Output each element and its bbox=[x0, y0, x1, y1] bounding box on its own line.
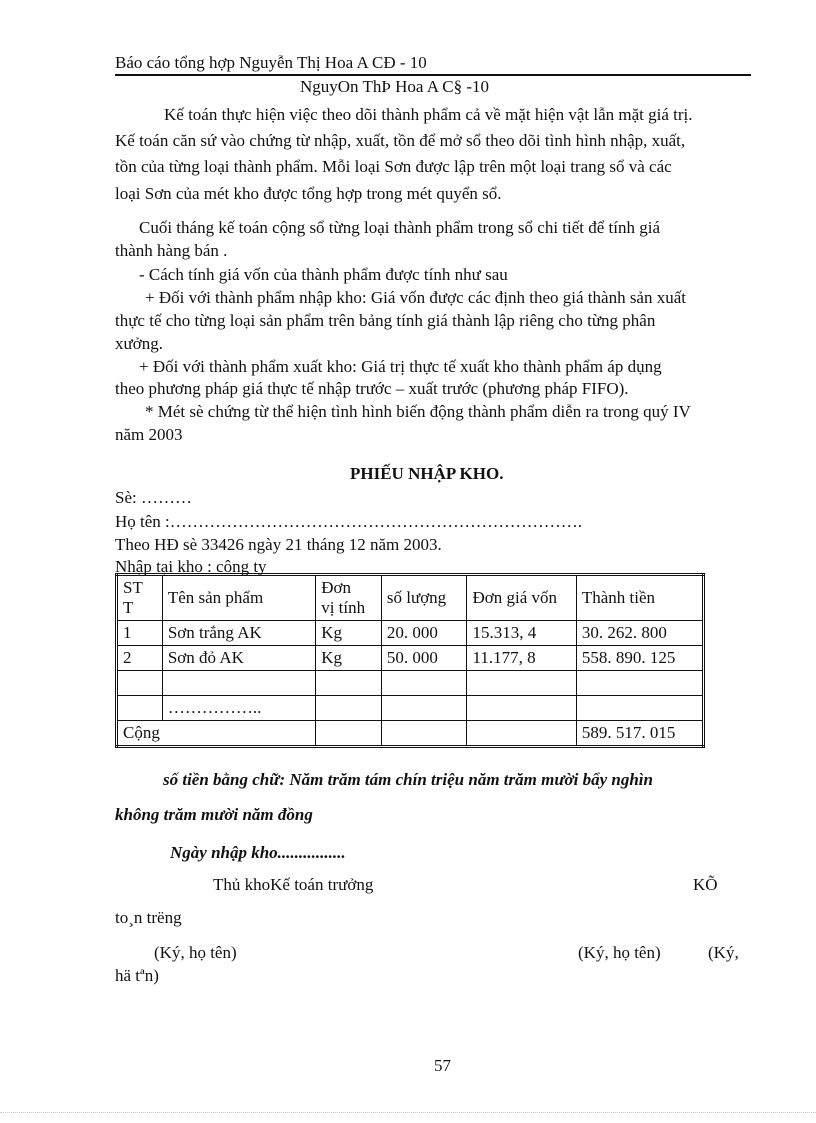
total-value: 589. 517. 015 bbox=[576, 721, 703, 747]
form-name-line: Họ tên :………………………………………………………………. bbox=[115, 512, 583, 531]
cell-unit-cost: 15.313, 4 bbox=[467, 621, 576, 646]
signature-label-3-continued: hä tªn) bbox=[115, 966, 159, 985]
cell-unit bbox=[316, 671, 382, 696]
cell-amount bbox=[576, 696, 703, 721]
form-title: PHIẾU NHẬP KHO. bbox=[350, 464, 504, 483]
cell-product: Sơn đỏ AK bbox=[162, 646, 315, 671]
signature-role-3: KÕ bbox=[693, 875, 718, 894]
table-header-row bbox=[117, 575, 704, 621]
cell-stt: 1 bbox=[117, 621, 163, 646]
cell-product: …………….. bbox=[162, 696, 315, 721]
form-number: Sè: ……… bbox=[115, 488, 192, 507]
paragraph-4-line-2: thực tế cho từng loại sản phẩm trên bảng tính giá thành lập riêng cho từng phân bbox=[115, 311, 656, 330]
paragraph-1-line-2: Kế toán căn sứ vào chứng từ nhập, xuất, tồn để mở sổ theo dõi tình hình nhập, xuất, bbox=[115, 131, 686, 150]
cell-product: Sơn trắng AK bbox=[162, 621, 315, 646]
cell-unit-cost: 11.177, 8 bbox=[467, 646, 576, 671]
receipt-date-line: Ngày nhập kho................ bbox=[170, 843, 346, 862]
header-cell-unit: Đơn vị tính bbox=[316, 575, 382, 621]
table-row bbox=[117, 671, 704, 696]
cell-quantity bbox=[381, 696, 467, 721]
cell-quantity bbox=[381, 671, 467, 696]
header-cell-product: Tên sản phẩm bbox=[162, 575, 315, 621]
cell-unit-cost bbox=[467, 696, 576, 721]
amount-in-words-line-1: số tiền bằng chữ: Năm trăm tám chín triệu năm trăm mười bẩy nghìn bbox=[163, 770, 653, 789]
table-row bbox=[117, 621, 704, 646]
cell-unit: Kg bbox=[316, 646, 382, 671]
cell-amount bbox=[576, 671, 703, 696]
header-title: Báo cáo tổng hợp Nguyễn Thị Hoa A CĐ - 10 bbox=[115, 53, 427, 72]
paragraph-1-line-1: Kế toán thực hiện việc theo dõi thành phẩm cả về mặt hiện vật lẫn mặt giá trị. bbox=[164, 105, 693, 124]
paragraph-2-line-1: Cuối tháng kế toán cộng sổ từng loại thành phẩm trong sổ chi tiết để tính giá bbox=[139, 218, 661, 237]
paragraph-5-line-1: + Đối với thành phẩm xuất kho: Giá trị thực tế xuất kho thành phẩm áp dụng bbox=[139, 357, 662, 376]
cell-empty bbox=[467, 721, 576, 747]
cell-amount: 558. 890. 125 bbox=[576, 646, 703, 671]
paragraph-6-line-2: năm 2003 bbox=[115, 425, 183, 444]
header-cell-stt: ST T bbox=[117, 575, 163, 621]
paragraph-3: - Cách tính giá vốn của thành phẩm được tính như sau bbox=[139, 265, 508, 284]
cell-quantity: 50. 000 bbox=[381, 646, 467, 671]
page-number: 57 bbox=[434, 1056, 451, 1075]
paragraph-4-line-3: xưởng. bbox=[115, 334, 163, 353]
cell-quantity: 20. 000 bbox=[381, 621, 467, 646]
table-row bbox=[117, 646, 704, 671]
cell-stt: 2 bbox=[117, 646, 163, 671]
header-cell-unit-cost: Đơn giá vốn bbox=[467, 575, 576, 621]
table-row bbox=[117, 696, 704, 721]
page-edge-divider bbox=[0, 1112, 816, 1113]
cell-amount: 30. 262. 800 bbox=[576, 621, 703, 646]
signature-role-3-continued: to¸n trëng bbox=[115, 908, 182, 927]
form-warehouse-line: Nhập tại kho : công ty bbox=[115, 557, 267, 576]
cell-empty bbox=[381, 721, 467, 747]
signature-roles: Thủ khoKế toán trưởng bbox=[213, 875, 374, 894]
cell-product bbox=[162, 671, 315, 696]
header-subtitle: NguyOn ThÞ Hoa A C§ -10 bbox=[300, 77, 490, 96]
signature-label-1: (Ký, họ tên) bbox=[154, 943, 237, 962]
table-total-row bbox=[117, 721, 704, 747]
cell-stt bbox=[117, 696, 163, 721]
amount-in-words-line-2: không trăm mười năm đồng bbox=[115, 805, 313, 824]
cell-unit: Kg bbox=[316, 621, 382, 646]
total-label: Cộng bbox=[117, 721, 316, 747]
paragraph-5-line-2: theo phương pháp giá thực tế nhập trước – xuất trước (phương pháp FIFO). bbox=[115, 379, 629, 398]
paragraph-4-line-1: + Đối với thành phẩm nhập kho: Giá vốn được các định theo giá thành sản xuất bbox=[145, 288, 686, 307]
paragraph-1-line-4: loại Sơn của mét kho được tổng hợp trong mét quyển sổ. bbox=[115, 184, 502, 203]
receipt-table bbox=[115, 573, 705, 748]
cell-empty bbox=[316, 721, 382, 747]
header-cell-quantity: số lượng bbox=[381, 575, 467, 621]
form-contract-line: Theo HĐ sè 33426 ngày 21 tháng 12 năm 2003. bbox=[115, 535, 442, 554]
signature-label-3: (Ký, bbox=[708, 943, 739, 962]
paragraph-6-line-1: * Mét sè chứng từ thể hiện tình hình biến động thành phẩm diễn ra trong quý IV bbox=[145, 402, 691, 421]
paragraph-1-line-3: tồn của từng loại thành phẩm. Mỗi loại Sơn được lập trên một loại trang sổ và các bbox=[115, 157, 672, 176]
cell-unit bbox=[316, 696, 382, 721]
header-cell-amount: Thành tiền bbox=[576, 575, 703, 621]
signature-label-2: (Ký, họ tên) bbox=[578, 943, 661, 962]
paragraph-2-line-2: thành hàng bán . bbox=[115, 241, 228, 260]
cell-unit-cost bbox=[467, 671, 576, 696]
cell-stt bbox=[117, 671, 163, 696]
